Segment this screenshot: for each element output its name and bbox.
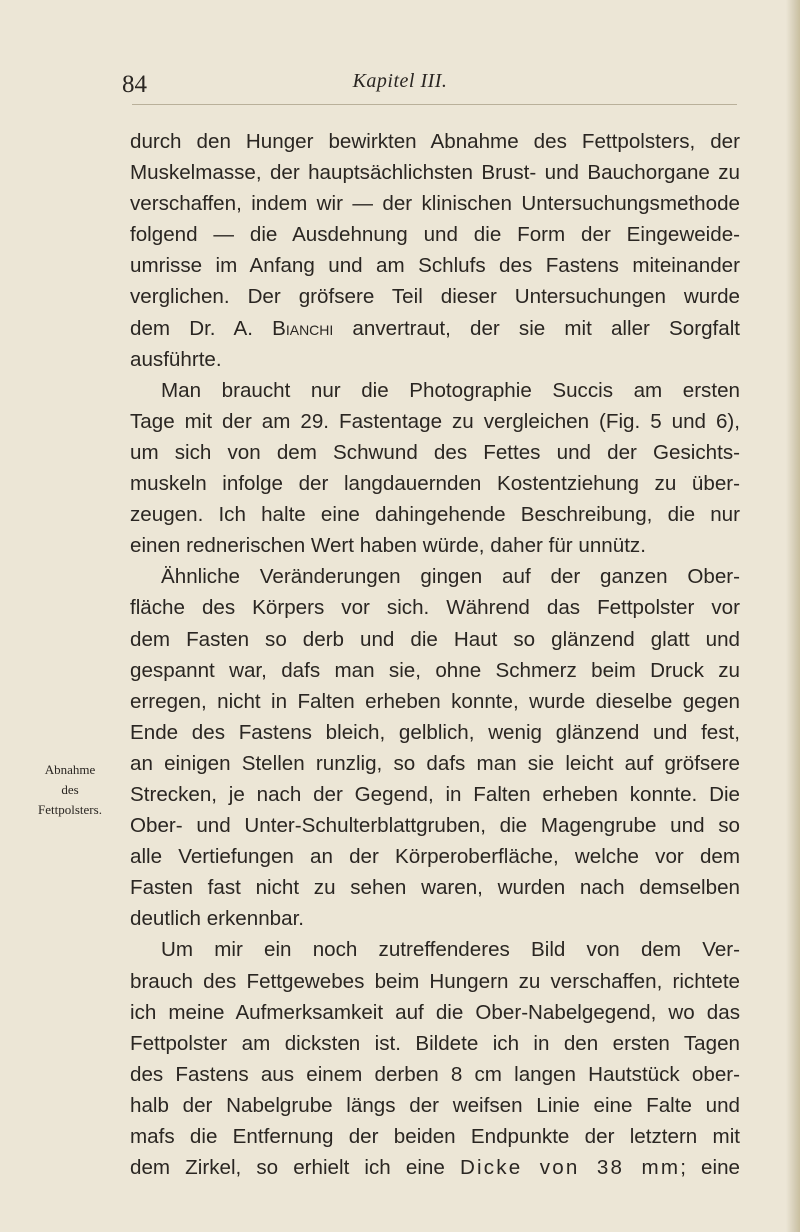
text-line: Man braucht nur die Photographie Succis am ersten [161,378,740,402]
text-line: Ober- und Unter-Schulterblattgruben, die Magengrube und so [130,814,740,838]
text-line [130,1152,740,1183]
text-line: Ende des Fastens bleich, gelblich, wenig glänzend und fest, [130,720,740,744]
author-name: Bianchi [272,316,334,340]
marginal-note-line: des [61,782,79,797]
text-segment: dem Dr. A. [130,316,273,340]
marginal-note-line: Abnahme [44,762,96,777]
text-line: Fasten fast nicht zu sehen waren, wurden nach demselben [130,876,740,900]
text-line: verglichen. Der gröfsere Teil dieser Untersuchungen wurde [130,285,740,309]
text-line: gespannt war, dafs man sie, ohne Schmerz beim Druck zu [130,658,740,682]
text-line: halb der Nabelgrube längs der weifsen Linie eine Falte und [130,1093,740,1117]
text-line: ausführte. [130,347,222,371]
text-line: brauch des Fettgewebes beim Hungern zu verschaffen, richtete [130,969,740,993]
text-line: Ähnliche Veränderungen gingen auf der ganzen Ober- [161,565,740,589]
text-line: einen rednerischen Wert haben würde, daher für unnütz. [130,534,646,558]
text-line: dem Fasten so derb und die Haut so glänzend glatt und [130,627,740,651]
marginal-note-line: Fettpolsters. [38,802,102,817]
header-rule [132,104,737,105]
text-line: mafs die Entfernung der beiden Endpunkte der letztern mit [130,1125,740,1148]
text-segment: ; eine [680,1156,740,1180]
text-segment: anvertraut, der sie mit aller Sorgfalt [333,316,740,340]
text-line: Fettpolster am dicksten ist. Bildete ich in den ersten Tagen [130,1031,740,1055]
emphasized-measurement: Dicke von 38 mm [459,1156,681,1180]
text-line: alle Vertiefungen an der Körperoberfläche, welche vor dem [130,845,740,869]
text-line: fläche des Körpers vor sich. Während das Fettpolster vor [130,596,740,620]
text-line: muskeln infolge der langdauernden Kostentziehung zu über- [130,472,740,496]
page-edge-shadow [786,0,800,1232]
text-line: zeugen. Ich halte eine dahingehende Beschreibung, die nur [130,503,740,527]
text-line: verschaffen, indem wir — der klinischen Untersuchungsmethode [130,192,740,216]
text-line: umrisse im Anfang und am Schlufs des Fastens miteinander [130,254,740,278]
body-text [130,126,740,1183]
running-title: Kapitel III. [352,70,448,92]
marginal-note [20,760,120,820]
text-line: des Fastens aus einem derben 8 cm langen Hautstück ober- [130,1062,740,1086]
text-line: deutlich erkennbar. [130,907,305,931]
text-line [130,313,740,344]
text-segment: dem Zirkel, so erhielt ich eine [130,1156,460,1180]
page-number: 84 [122,71,147,98]
text-line: an einigen Stellen runzlig, so dafs man sie leicht auf gröfsere [130,751,740,775]
text-line: Strecken, je nach der Gegend, in Falten erheben konnte. Die [130,782,740,806]
text-line: ich meine Aufmerksamkeit auf die Ober-Nabelgegend, wo das [130,1000,740,1024]
text-line: Tage mit der am 29. Fastentage zu vergleichen (Fig. 5 und 6), [130,409,740,433]
text-line: folgend — die Ausdehnung und die Form der Eingeweide- [130,223,740,247]
text-line: Um mir ein noch zutreffenderes Bild von dem Ver- [161,938,740,962]
text-line: erregen, nicht in Falten erheben konnte, wurde dieselbe gegen [130,689,740,713]
text-line: um sich von dem Schwund des Fettes und der Gesichts- [130,440,740,464]
text-line: Muskelmasse, der hauptsächlichsten Brust- und Bauchorgane zu [130,161,740,185]
text-line: durch den Hunger bewirkten Abnahme des Fettpolsters, der [130,130,740,153]
